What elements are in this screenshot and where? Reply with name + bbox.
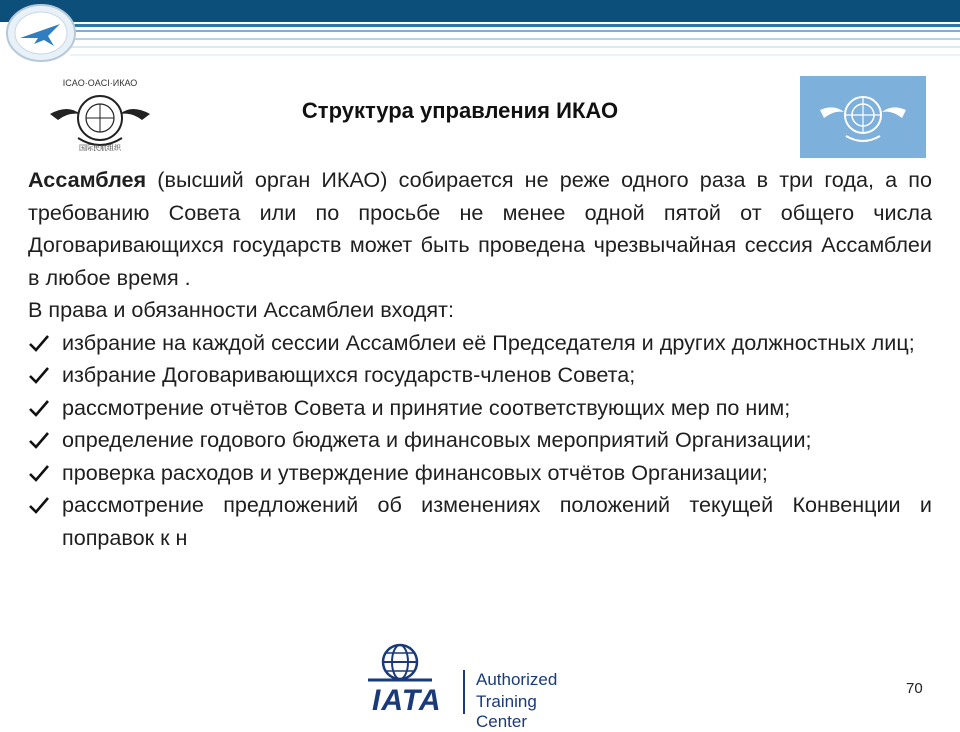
header-band: [0, 0, 960, 66]
rights-list: [28, 327, 932, 555]
iata-wordmark: IATA: [372, 684, 442, 717]
list-item: [28, 424, 932, 457]
checkmark-icon: [28, 398, 50, 418]
list-item-text: проверка расходов и утверждение финансовых отчётов Организации;: [62, 459, 768, 485]
list-item: [28, 359, 932, 392]
rights-intro: В права и обязанности Ассамблеи входят:: [28, 297, 454, 322]
header-stripe: [70, 38, 960, 40]
list-item: [28, 392, 932, 425]
list-item-text: избрание на каждой сессии Ассамблеи её Председателя и других должностных лиц;: [62, 329, 915, 355]
plane-emblem-icon: [4, 2, 78, 64]
svg-text:国际民航组织: 国际民航组织: [79, 145, 121, 152]
iata-caption-line2: Training Center: [476, 692, 537, 731]
header-stripe: [70, 54, 960, 56]
checkmark-icon: [28, 333, 50, 353]
page-number: 70: [906, 680, 923, 697]
svg-text:ICAO·OACI·ИКАО: ICAO·OACI·ИКАО: [62, 78, 138, 88]
list-item: [28, 489, 932, 554]
header-bar: [0, 0, 960, 22]
header-stripe: [70, 46, 960, 48]
icao-seal-icon: [48, 74, 152, 154]
list-item-text: рассмотрение предложений об изменениях положений текущей Конвенции и поправок к н: [62, 492, 932, 550]
list-item-text: рассмотрение отчётов Совета и принятие соответствующих мер по ним;: [62, 394, 791, 420]
list-item-text: избрание Договаривающихся государств-членов Совета;: [62, 362, 636, 387]
iata-caption-line1: Authorized: [476, 670, 558, 689]
assembly-paragraph: [28, 164, 932, 294]
checkmark-icon: [28, 463, 50, 483]
list-item: [28, 457, 932, 490]
slide-title: Структура управления ИКАО: [301, 98, 619, 123]
list-item-text: определение годового бюджета и финансовых мероприятий Организации;: [62, 427, 812, 452]
header-stripe: [70, 30, 960, 32]
header-stripe: [70, 24, 960, 27]
assembly-term: Ассамблея: [28, 167, 147, 192]
un-flag-icon: [800, 76, 926, 158]
assembly-description: (высший орган ИКАО) собирается не реже одного раза в три года, а по требованию Совета или по просьбе не менее одной пятой от общего числа Договаривающихся государств может быть проведена чрезвычайная сессия Ассамблеи в любое время .: [28, 167, 932, 290]
slide-body: [28, 164, 932, 554]
checkmark-icon: [28, 365, 50, 385]
list-item: [28, 327, 932, 360]
iata-logo: [340, 640, 590, 731]
checkmark-icon: [28, 495, 50, 515]
checkmark-icon: [28, 430, 50, 450]
